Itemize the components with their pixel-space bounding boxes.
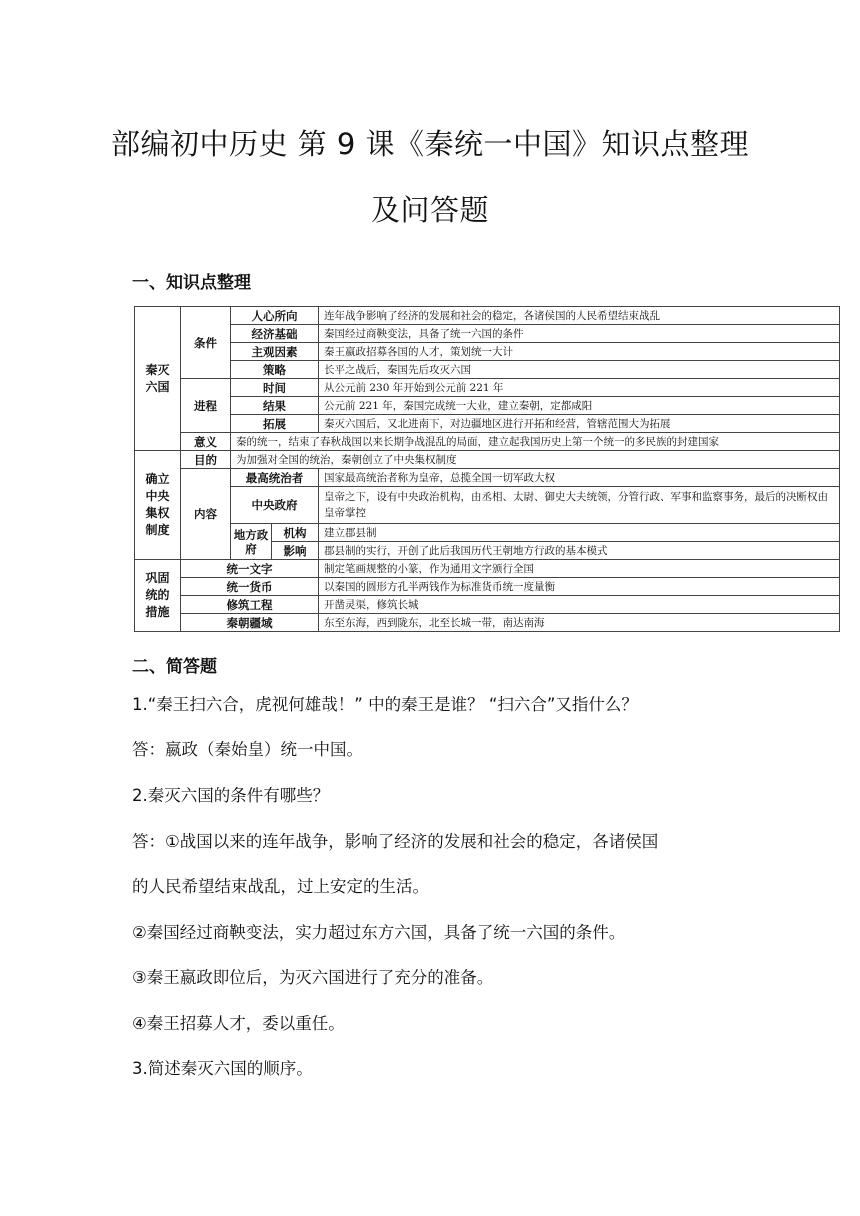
row-label: 最高统治者 xyxy=(231,469,319,487)
row-text: 制定笔画规整的小篆，作为通用文字颁行全国 xyxy=(319,560,840,578)
row-text: 连年战争影响了经济的发展和社会的稳定，各诸侯国的人民希望结束战乱 xyxy=(319,307,840,325)
group-qin-conquest: 秦灭六国 xyxy=(135,307,181,451)
row-label: 拓展 xyxy=(231,415,319,433)
row-text: 秦国经过商鞅变法，具备了统一六国的条件 xyxy=(319,325,840,343)
question-2: 2.秦灭六国的条件有哪些？ xyxy=(132,786,330,805)
row-text: 开凿灵渠，修筑长城 xyxy=(319,596,840,614)
answer-2-line-2: 的人民希望结束战乱，过上安定的生活。 xyxy=(132,877,429,896)
question-1: 1.“秦王扫六合，虎视何雄哉！” 中的秦王是谁？ “扫六合”又指什么？ xyxy=(132,695,638,714)
row-label: 经济基础 xyxy=(231,325,319,343)
row-label: 机构 xyxy=(272,524,319,542)
row-text: 东至东海，西到陇东，北至长城一带，南达南海 xyxy=(319,614,840,632)
answer-1: 答：嬴政（秦始皇）统一中国。 xyxy=(132,740,363,759)
row-label: 策略 xyxy=(231,361,319,379)
row-text: 从公元前 230 年开始到公元前 221 年 xyxy=(319,379,840,397)
row-label: 中央政府 xyxy=(231,487,319,524)
row-text: 为加强对全国的统治，秦朝创立了中央集权制度 xyxy=(231,451,840,469)
row-text: 秦灭六国后，又北进南下，对边疆地区进行开拓和经营，管辖范围大为拓展 xyxy=(319,415,840,433)
row-label: 目的 xyxy=(181,451,231,469)
row-label: 秦朝疆域 xyxy=(181,614,319,632)
row-text: 国家最高统治者称为皇帝，总揽全国一切军政大权 xyxy=(319,469,840,487)
row-text: 长平之战后，秦国先后攻灭六国 xyxy=(319,361,840,379)
row-text: 以秦国的圆形方孔半两钱作为标准货币统一度量衡 xyxy=(319,578,840,596)
row-label: 主观因素 xyxy=(231,343,319,361)
row-text: 皇帝之下，设有中央政治机构，由丞相、太尉、御史大夫统领，分管行政、军事和监察事务，最后的决断权由皇帝掌控 xyxy=(319,487,840,524)
row-label: 统一文字 xyxy=(181,560,319,578)
row-label: 人心所向 xyxy=(231,307,319,325)
row-text: 公元前 221 年，秦国完成统一大业，建立秦朝，定都咸阳 xyxy=(319,397,840,415)
row-label: 统一货币 xyxy=(181,578,319,596)
subgroup-content: 内容 xyxy=(181,469,231,560)
knowledge-table xyxy=(134,306,840,632)
row-label: 时间 xyxy=(231,379,319,397)
question-3: 3.简述秦灭六国的顺序。 xyxy=(132,1059,313,1078)
subgroup-process: 进程 xyxy=(181,379,231,433)
document-title-line-1: 部编初中历史 第 9 课《秦统一中国》知识点整理 xyxy=(110,127,750,161)
row-label: 结果 xyxy=(231,397,319,415)
row-label: 意义 xyxy=(181,433,231,451)
section-heading-qa: 二、简答题 xyxy=(132,657,217,677)
row-text: 秦的统一，结束了春秋战国以来长期争战混乱的局面，建立起我国历史上第一个统一的多民族的封建国家 xyxy=(231,433,840,451)
group-central-power: 确立中央集权制度 xyxy=(135,451,181,560)
row-label: 修筑工程 xyxy=(181,596,319,614)
section-heading-knowledge: 一、知识点整理 xyxy=(132,273,251,293)
subgroup-conditions: 条件 xyxy=(181,307,231,379)
answer-2-line-5: ④秦王招募人才，委以重任。 xyxy=(132,1014,345,1033)
row-text: 郡县制的实行，开创了此后我国历代王朝地方行政的基本模式 xyxy=(319,542,840,560)
row-label: 影响 xyxy=(272,542,319,560)
group-consolidation: 巩固统的措施 xyxy=(135,560,181,632)
answer-2-line-1: 答：①战国以来的连年战争，影响了经济的发展和社会的稳定，各诸侯国 xyxy=(132,832,659,851)
subgroup-local-government: 地方政府 xyxy=(231,524,272,560)
answer-2-line-4: ③秦王嬴政即位后，为灭六国进行了充分的准备。 xyxy=(132,968,494,987)
document-title-line-2: 及问答题 xyxy=(370,193,489,227)
answer-2-line-3: ②秦国经过商鞅变法，实力超过东方六国，具备了统一六国的条件。 xyxy=(132,923,626,942)
row-text: 建立郡县制 xyxy=(319,524,840,542)
row-text: 秦王嬴政招募各国的人才，策划统一大计 xyxy=(319,343,840,361)
